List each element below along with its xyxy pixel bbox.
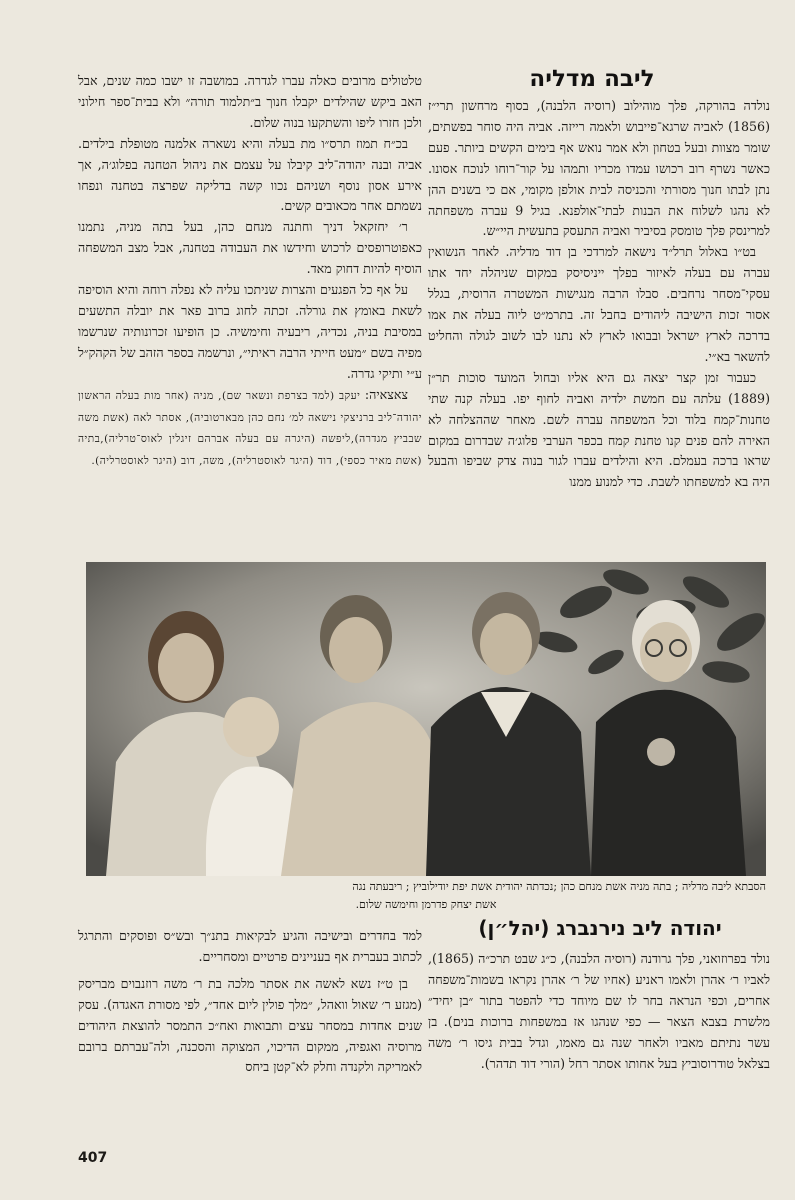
paragraph: נולד בפרוזואני, פלך גרודנה (רוסיה הלבנה), כ״ג שבט תרכ״ה (1865), לאביו ר׳ אהרן ולאמו ראניע (אחיו של ר׳ אהרן נקראו בשמות־משפחה אחרים, וכפי הנראה בחר לו שם מיוחד כדי להפטר בתור ״בן יחיד״ מלשרת בצבא הצאר — כפי שנהגו אז במשפחות ברוכות בנים). בן עשר נתיתם מאביו ולאחר שנה גם מאמו, וגדל בבית גיסו ר׳ משה בצלאל טודרוסוביץ בעל אחותו אסתר רחל (הורי דוד תדהר). xyxy=(428,951,770,1071)
article2-right-column xyxy=(428,949,770,1074)
article1-left-column xyxy=(78,71,422,472)
article2-left-column xyxy=(78,926,422,1078)
photo-illustration xyxy=(86,562,766,876)
page-number: 407 xyxy=(78,1150,108,1166)
paragraph: נולדה בהורקה, פלך מוהילוב (רוסיה הלבנה), בסוף מרחשון תרי״ז (1856) לאביה שרגא־פייבוש ולאמה רייזה. אביה היה סוחר בפשתים, שומר מצוות ובעל בטחון ולא אמר נואש אף בימים הקשים ביותר. פעם כאשר נשרף רוב רכושו עמדו מכריו ותמהו על קור־רוחו לנוכח אסונו. נתן לבתו חנוך מסורתי והכניסה לבית אולפן מקומי, אם כי בשנים ההן לא נהגו לשלוח את הבנות לבתי־אולפנא. בגיל 9 עברה משפחתה למרינסק פלך טומסק בסיביר ואביה התעסק בתעשית היי״ש. xyxy=(428,98,770,239)
paragraph: בן ט״ז נשא לאשה את אסתר מלכה בת ר׳ משה רוזנבוים מבריסק (מגזע ר׳ שאול וואהל, ״מלך פולין ליום אחד״, לפי מסורת האגדה). עסק שנים אחדות במסחר עצים ותבואות ואח״כ התמסר להוצאת היהודים מרוסיה ואגפיה, ממקום הדיכוי, המצוקה והסכנה, ולה־עברתם ברובם לאמריקה ולקנדה וחלק לא־קטן ביחס xyxy=(78,975,422,1075)
paragraph: בט״ו באלול תרל״ד נישאה למרדכי בן דוד מדליה. לאחר הנשואין עברה עם בעלה לאיזור בפלך ייניסיסק במקום שניהלה יחד אתו עסקי־מסחר נרחבים. סבלו הרבה מנגישות המשטרה הרוסית, בגלל אסור זכות הישיבה ליהודים בחבל זה. בתרמ״ט ליוה בעלה את אמו בדרכה לארץ ישראל ובבואו לארץ לא נתנו לבו לשוב לגולה והחליט להשאר בא״י. xyxy=(428,244,770,364)
descendants-list: יעקב (למד בצרפת ונשאר שם), מניה (אחר מות בעלה הראשון יהודה־ליב ברניצקי נישאה למ׳ נחם כהן מבארטוביה), אסתר לאה (אשת משה שבביץ מגדרה),ליפשה (היגרה עם בעלה אברהם זיגלין לאוס־טרליה),בתיה (אשת מאיר כספי), דוד (היגר לאוסטרליה), משה, דוב (היגר לאוסטרליה). xyxy=(78,389,422,468)
caption-line: הסבתא ליבה מדליה ; בתה מניה אשת מנחם כהן ;נכדתה יהודית אשת יפת יודילוביץ ; ריבעתה נגה xyxy=(352,880,766,893)
paragraph: טלטולים מרובים כאלה עברו לגדרה. במושבה זו ישבו כמה שנים, אבל האב ביקש שהילדים יקבלו חנוך ב״תלמוד תורה״ ולא בבית־ספר חילוני ולכן חזרו ליפו והשתקעו בנוה שלום. xyxy=(78,73,422,130)
photo-caption xyxy=(86,878,766,914)
caption-line: אשת יצחק פדרמן וחימשה שלום. xyxy=(355,898,497,911)
paragraph: בכ״ח תמוז תרס״ו מת בעלה והיא נשארה אלמנה מטופלת בילדים. אביה ובנה יהודה־ליב קיבלו על עצמם את ניהול הטחנה בפלוג׳ה, אך אירע אסון נוסף ושניהם נכוו קשה בדליקה שפרצה בטחנה ונפחו נשמתם אחר מכאובים קשים. xyxy=(78,135,422,214)
paragraph: למד בחדרים ובישיבה והגיע לבקיאות בתנ״ך ובש״ס ופוסקים והתרגל לכתוב בעברית אף בעניינים פרטיים ומסחריים. xyxy=(78,928,422,964)
article-title-liba-medalia: ליבה מדליה xyxy=(529,66,655,92)
paragraph: ר׳ יחזקאל דניך וחתנה מנחם כהן, בעל בתה מניה, נתמנו כאפוטרופסים לרכוש וחידשו את העבודה בטחנה, אבל מצב המשפחה הוסיף להיות דחוק מאד. xyxy=(78,219,422,277)
article1-right-column xyxy=(428,96,770,493)
paragraph: על אף כל הפגעים והצרות שניתכו עליה לא נפלה רוחה והיא הוסיפה לשאת באומץ את גורלה. זכתה לחוג ברוב פאר את יובלה התשעים במסיבת בניה, נכדיה, ריבעיה וחימשיה. כן הופיעו זכרונותיה שנרשמו מפיה בשם ״מעט חייתי הרבה ראיתי״, ונרשמה בספר הזהב של הקהק״ל ע״י ותיקי גדרה. xyxy=(78,282,422,381)
paragraph: כעבור זמן קצר יצאה גם היא אליו ובחול המועד סוכות תר״ן (1889) עלתה עם חמשת ילדיה ואביה לחוף יפו. בעלה קנה שתי טחנות־קמח בלוד וכל המשפחה עברה לשם. מאחר שההצלחה לא האירה להם פנים קנו טחנת קמח בכפר הערבי פלוג׳ה שבדרום במקום שראו ברכה בעמלם. היא והילדים עברו לגור בנוה צדק שביפו והבעל היה בא למשפחתו לשבת. כדי למנוע ממנו xyxy=(428,369,770,490)
descendants-label: צאצאיה: xyxy=(364,386,408,402)
article-title-nirenberg: יהודה ליב נירנברג (יהל״ן) xyxy=(478,916,722,940)
descendants-paragraph xyxy=(78,385,422,473)
family-photograph xyxy=(86,562,766,876)
